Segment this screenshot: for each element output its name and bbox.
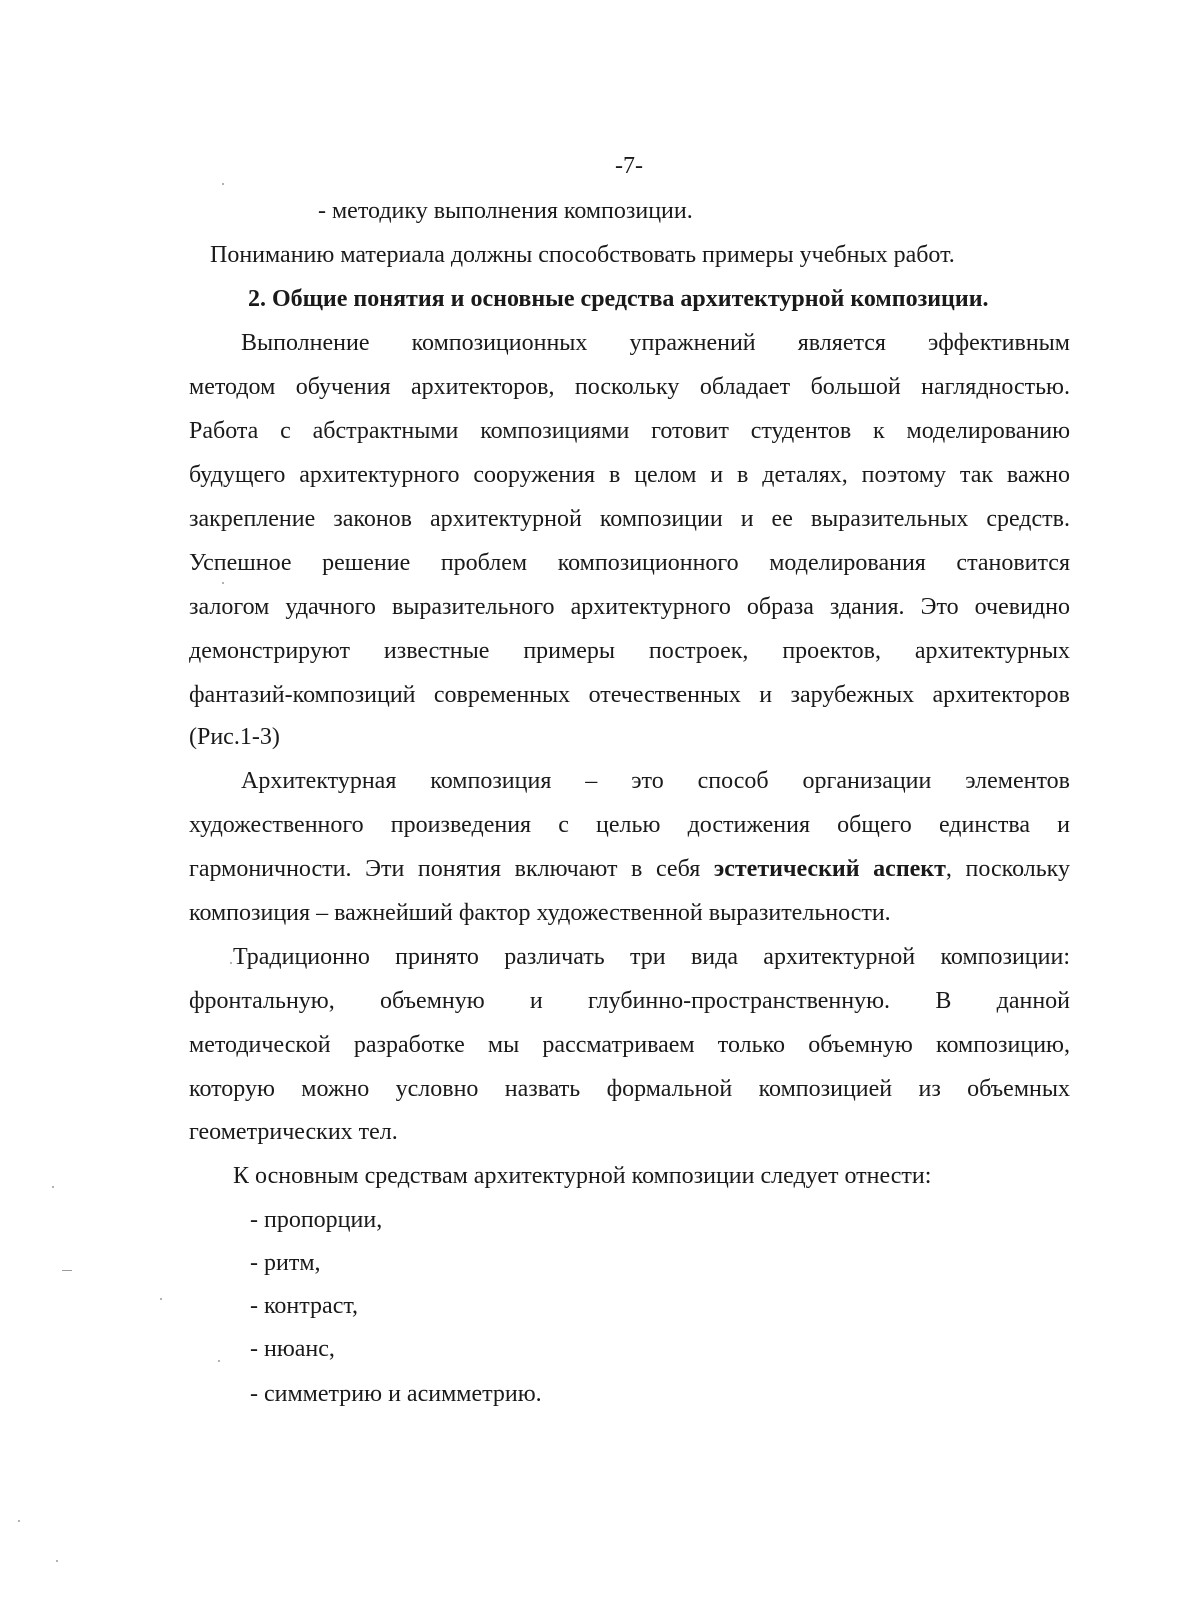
paragraph-1-line: Работа с абстрактными композициями готовит студентов к моделированию [189, 418, 1070, 444]
means-intro: К основным средствам архитектурной композиции следует отнести: [233, 1163, 932, 1189]
paragraph-3-line: методической разработке мы рассматриваем только объемную композицию, [189, 1032, 1070, 1058]
means-list-item: - нюанс, [250, 1336, 335, 1362]
scan-speck [52, 1186, 54, 1188]
means-list-item: - симметрию и асимметрию. [250, 1381, 542, 1407]
paragraph-2-text: , поскольку [945, 856, 1070, 882]
paragraph-1-line: залогом удачного выразительного архитектурного образа здания. Это очевидно [189, 594, 1070, 620]
scan-speck [222, 183, 224, 185]
intro-sentence: Пониманию материала должны способствовать примеры учебных работ. [210, 242, 955, 268]
means-list-item: - пропорции, [250, 1207, 383, 1233]
paragraph-1-line: демонстрируют известные примеры построек, проектов, архитектурных [189, 638, 1070, 664]
paragraph-1-line: закрепление законов архитектурной композиции и ее выразительных средств. [189, 506, 1070, 532]
paragraph-2-line: художественного произведения с целью достижения общего единства и [189, 812, 1070, 838]
paragraph-1-line: фантазий-композиций современных отечественных и зарубежных архитекторов [189, 682, 1070, 708]
means-list-item: - контраст, [250, 1293, 359, 1319]
scan-speck [230, 962, 232, 964]
means-list-item: - ритм, [250, 1250, 321, 1276]
bold-term: эстетический аспект [713, 856, 946, 882]
paragraph-1-line: методом обучения архитекторов, поскольку обладает большой наглядностью. [189, 374, 1070, 400]
scan-speck [222, 582, 224, 584]
paragraph-1-line: Успешное решение проблем композиционного моделирования становится [189, 550, 1070, 576]
paragraph-1-line: Выполнение композиционных упражнений является эффективным [241, 330, 1070, 356]
paragraph-2-text: гармоничности. Эти понятия включают в себя [189, 856, 714, 882]
paragraph-2-line: Архитектурная композиция – это способ организации элементов [241, 768, 1070, 794]
page-number: -7- [615, 153, 643, 179]
paragraph-1-line: будущего архитектурного сооружения в целом и в деталях, поэтому так важно [189, 462, 1070, 488]
paragraph-3-line: Традиционно принято различать три вида архитектурной композиции: [233, 944, 1070, 970]
scan-speck [18, 1520, 20, 1522]
scan-speck [160, 1298, 162, 1300]
paragraph-3-line: геометрических тел. [189, 1119, 398, 1145]
scan-speck [218, 1360, 220, 1362]
scan-speck [62, 1270, 72, 1271]
paragraph-3-line: которую можно условно назвать формальной композицией из объемных [189, 1076, 1070, 1102]
paragraph-2-line [189, 854, 1070, 884]
section-heading: 2. Общие понятия и основные средства архитектурной композиции. [248, 286, 989, 312]
intro-bullet: - методику выполнения композиции. [318, 198, 693, 224]
paragraph-2-line: композиция – важнейший фактор художественной выразительности. [189, 900, 891, 926]
paragraph-3-line: фронтальную, объемную и глубинно-пространственную. В данной [189, 988, 1070, 1014]
scan-speck [56, 1560, 58, 1562]
paragraph-1-line: (Рис.1-3) [189, 724, 280, 750]
